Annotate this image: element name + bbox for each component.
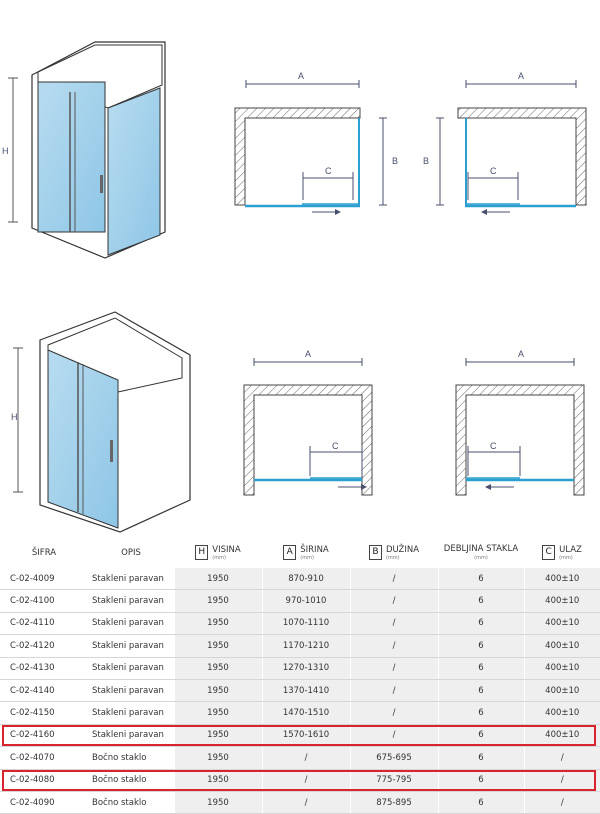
cell-length: 875-895: [350, 791, 438, 813]
label-b-top-right: B: [423, 156, 430, 166]
cell-width: /: [262, 769, 350, 791]
table-row: [0, 635, 600, 657]
cell-height: 1950: [174, 590, 262, 612]
table-row: [0, 590, 600, 612]
cell-code: C-02-4090: [0, 791, 88, 813]
cell-glass: 6: [438, 590, 524, 612]
cell-width: /: [262, 791, 350, 813]
table-row: [0, 747, 600, 769]
cell-height: 1950: [174, 791, 262, 813]
label-a-bottom-mid: A: [305, 349, 312, 359]
label-h-bottom: H: [11, 412, 18, 422]
label-a-bottom-right: A: [518, 349, 525, 359]
cell-entry: 400±10: [524, 590, 600, 612]
cell-entry: 400±10: [524, 657, 600, 679]
cell-entry: 400±10: [524, 724, 600, 746]
cell-length: 675-695: [350, 747, 438, 769]
cell-desc: Stakleni paravan: [88, 702, 174, 724]
cell-code: C-02-4009: [0, 568, 88, 590]
cell-width: 970-1010: [262, 590, 350, 612]
cell-height: 1950: [174, 769, 262, 791]
cell-code: C-02-4150: [0, 702, 88, 724]
cell-glass: 6: [438, 702, 524, 724]
plan-view-niche-a: [244, 358, 372, 495]
cell-length: /: [350, 702, 438, 724]
corner-enclosure-3d: [8, 42, 165, 258]
cell-desc: Stakleni paravan: [88, 724, 174, 746]
cell-desc: Stakleni paravan: [88, 635, 174, 657]
cell-width: 1470-1510: [262, 702, 350, 724]
label-c-top-mid: C: [325, 166, 332, 176]
label-a-top-mid: A: [298, 71, 305, 81]
plan-view-corner-left: [436, 80, 586, 212]
table-header-row: [0, 538, 600, 568]
cell-width: /: [262, 747, 350, 769]
cell-glass: 6: [438, 612, 524, 634]
cell-desc: Stakleni paravan: [88, 679, 174, 701]
plan-view-corner-right: [235, 80, 387, 212]
cell-desc: Bočno staklo: [88, 747, 174, 769]
header-code: ŠIFRA: [31, 548, 57, 558]
cell-height: 1950: [174, 635, 262, 657]
header-desc: OPIS: [121, 548, 141, 558]
cell-length: /: [350, 657, 438, 679]
niche-enclosure-3d: [13, 312, 190, 532]
cell-entry: 400±10: [524, 679, 600, 701]
cell-code: C-02-4070: [0, 747, 88, 769]
table-row: [0, 769, 600, 791]
cell-width: 1370-1410: [262, 679, 350, 701]
width-badge-icon: A: [283, 545, 296, 560]
cell-code: C-02-4160: [0, 724, 88, 746]
cell-entry: /: [524, 791, 600, 813]
cell-height: 1950: [174, 747, 262, 769]
cell-glass: 6: [438, 724, 524, 746]
cell-height: 1950: [174, 702, 262, 724]
cell-code: C-02-4140: [0, 679, 88, 701]
cell-desc: Bočno staklo: [88, 791, 174, 813]
cell-length: /: [350, 679, 438, 701]
cell-code: C-02-4100: [0, 590, 88, 612]
label-b-top-mid: B: [392, 156, 399, 166]
cell-desc: Stakleni paravan: [88, 568, 174, 590]
table-row: [0, 612, 600, 634]
cell-length: 775-795: [350, 769, 438, 791]
cell-desc: Stakleni paravan: [88, 657, 174, 679]
header-length: B DUŽINA (mm): [350, 538, 438, 568]
table-row: [0, 657, 600, 679]
table-row: [0, 724, 600, 746]
spec-table-wrapper: [0, 538, 600, 814]
cell-code: C-02-4130: [0, 657, 88, 679]
header-width: A ŠIRINA (mm): [262, 538, 350, 568]
spec-table: [0, 538, 600, 814]
cell-height: 1950: [174, 657, 262, 679]
cell-glass: 6: [438, 791, 524, 813]
label-c-bottom-mid: C: [332, 441, 339, 451]
length-badge-icon: B: [369, 545, 382, 560]
cell-desc: Bočno staklo: [88, 769, 174, 791]
cell-entry: 400±10: [524, 612, 600, 634]
cell-length: /: [350, 568, 438, 590]
label-c-bottom-right: C: [490, 441, 497, 451]
cell-desc: Stakleni paravan: [88, 590, 174, 612]
plan-view-niche-b: [456, 358, 584, 495]
table-row: [0, 791, 600, 813]
entry-badge-icon: C: [542, 545, 555, 560]
table-row: [0, 702, 600, 724]
cell-entry: /: [524, 747, 600, 769]
cell-entry: /: [524, 769, 600, 791]
cell-width: 1570-1610: [262, 724, 350, 746]
cell-length: /: [350, 724, 438, 746]
cell-entry: 400±10: [524, 635, 600, 657]
cell-height: 1950: [174, 568, 262, 590]
cell-glass: 6: [438, 769, 524, 791]
cell-glass: 6: [438, 635, 524, 657]
cell-width: 1070-1110: [262, 612, 350, 634]
cell-width: 870-910: [262, 568, 350, 590]
cell-glass: 6: [438, 657, 524, 679]
cell-width: 1270-1310: [262, 657, 350, 679]
cell-code: C-02-4120: [0, 635, 88, 657]
header-height: H VISINA (mm): [174, 538, 262, 568]
cell-length: /: [350, 612, 438, 634]
table-row: [0, 679, 600, 701]
cell-desc: Stakleni paravan: [88, 612, 174, 634]
height-badge-icon: H: [195, 545, 208, 560]
cell-height: 1950: [174, 724, 262, 746]
header-entry: C ULAZ (mm): [524, 538, 600, 568]
header-glass: DEBLJINA STAKLA (mm): [443, 544, 519, 561]
cell-length: /: [350, 590, 438, 612]
cell-code: C-02-4080: [0, 769, 88, 791]
cell-glass: 6: [438, 679, 524, 701]
cell-length: /: [350, 635, 438, 657]
cell-glass: 6: [438, 747, 524, 769]
cell-entry: 400±10: [524, 702, 600, 724]
cell-width: 1170-1210: [262, 635, 350, 657]
cell-entry: 400±10: [524, 568, 600, 590]
label-c-top-right: C: [490, 166, 497, 176]
label-a-top-right: A: [518, 71, 525, 81]
table-row: [0, 568, 600, 590]
cell-code: C-02-4110: [0, 612, 88, 634]
cell-height: 1950: [174, 679, 262, 701]
cell-glass: 6: [438, 568, 524, 590]
cell-height: 1950: [174, 612, 262, 634]
label-h-top: H: [2, 146, 9, 156]
